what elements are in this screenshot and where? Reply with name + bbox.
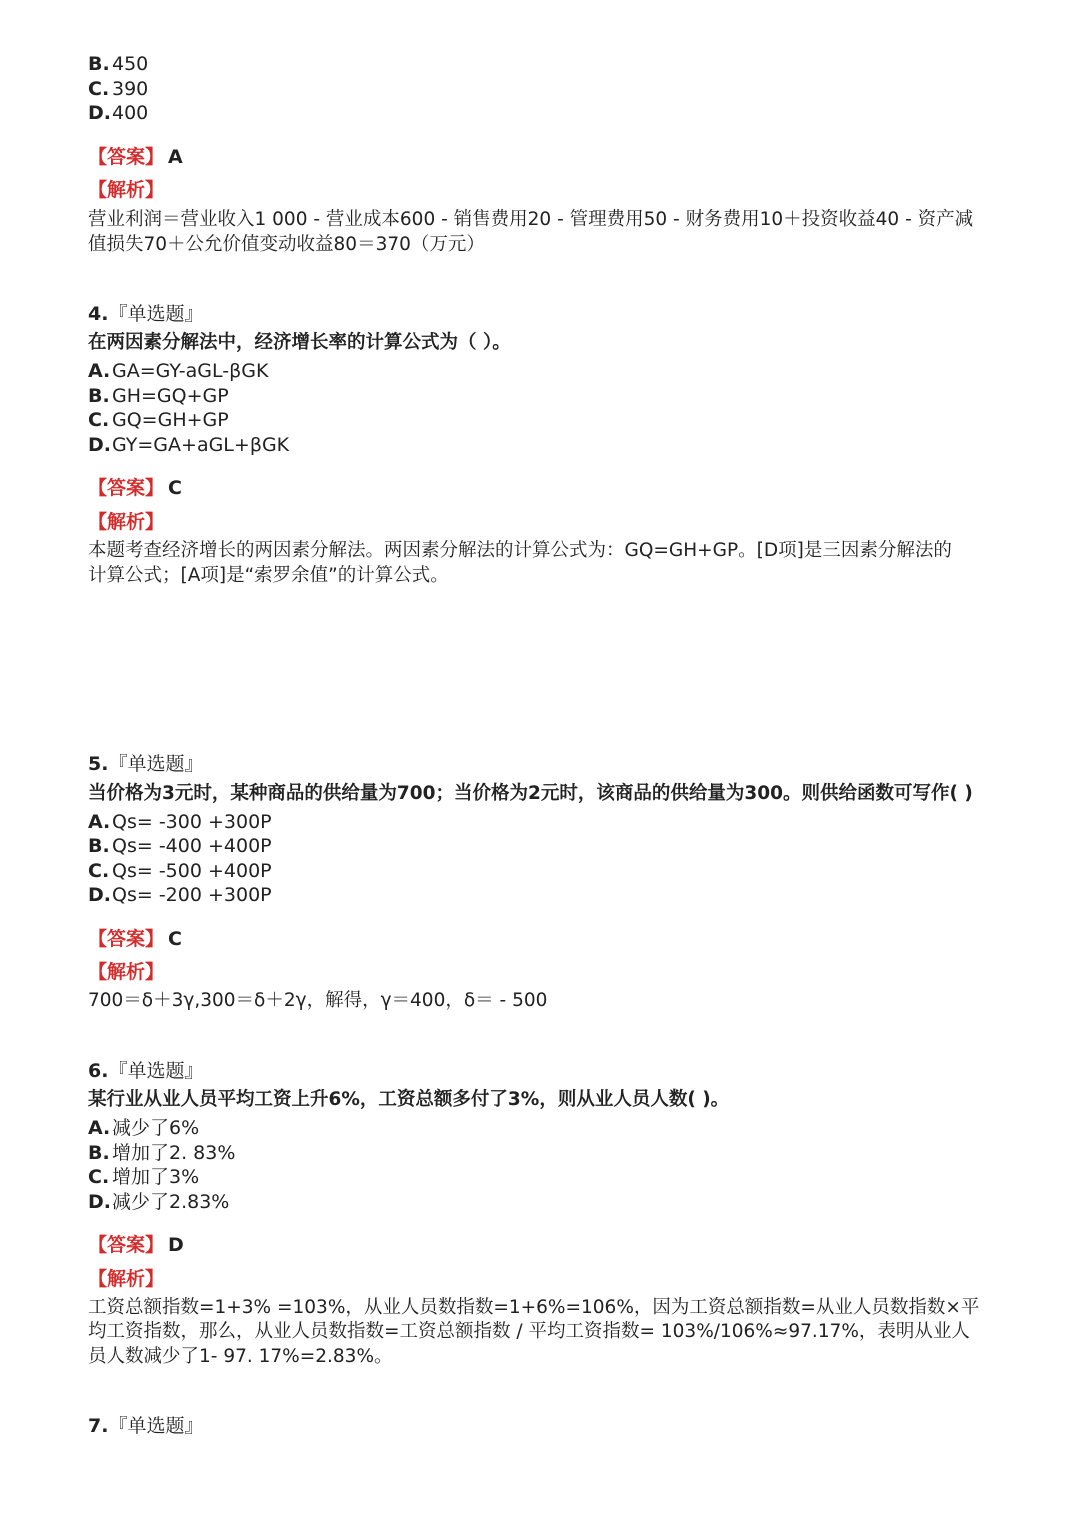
q5-option-d: D.Qs= -200 +300P — [88, 884, 272, 906]
q4-explanation-line-2: 计算公式；[A项]是“索罗余值”的计算公式。 — [88, 565, 449, 586]
q3-option-d: D.400 — [88, 102, 149, 124]
q3-option-b: B. 450 — [88, 53, 149, 75]
q5-analysis-label: 【解析】 — [88, 961, 165, 983]
q4-option-b: B. GH=GQ+GP — [88, 385, 229, 407]
q4-option-c: C. GQ=GH+GP — [88, 409, 229, 431]
q4-option-a: A.GA=GY-aGL-βGK — [88, 360, 269, 382]
q5-heading: 5.『单选题』 — [88, 753, 204, 775]
q3-explanation-line-2: 值损失70＋公允价值变动收益80＝370（万元） — [88, 234, 485, 255]
q5-stem: 当价格为3元时，某种商品的供给量为700；当价格为2元时，该商品的供给量为300。则供给函数可写作( ) — [88, 783, 973, 804]
q6-explanation-line-1: 工资总额指数=1+3% =103%，从业人员数指数=1+6%=106%，因为工资总额指数=从业人员数指数×平 — [88, 1297, 980, 1318]
q4-explanation-line-1: 本题考查经济增长的两因素分解法。两因素分解法的计算公式为：GQ=GH+GP。[D项]是三因素分解法的 — [88, 540, 952, 561]
q4-analysis-label: 【解析】 — [88, 511, 165, 533]
q6-option-a: A.减少了6% — [88, 1117, 200, 1139]
q6-answer: 【答案】 D — [88, 1234, 184, 1256]
q3-option-c: C. 390 — [88, 78, 149, 100]
q4-answer: 【答案】 C — [88, 477, 182, 499]
q5-explanation-line-1: 700＝δ＋3γ,300＝δ＋2γ，解得，γ＝400，δ＝ - 500 — [88, 990, 548, 1011]
q4-option-d: D.GY=GA+aGL+βGK — [88, 434, 290, 456]
q5-option-a: A.Qs= -300 +300P — [88, 811, 272, 833]
q6-explanation-line-2: 均工资指数，那么，从业人员数指数=工资总额指数 / 平均工资指数= 103%/106%≈97.17%，表明从业人 — [88, 1321, 970, 1342]
q6-option-c: C. 增加了3% — [88, 1166, 200, 1188]
q6-option-d: D.减少了2.83% — [88, 1191, 230, 1213]
q4-heading: 4.『单选题』 — [88, 303, 204, 325]
q3-analysis-label: 【解析】 — [88, 179, 165, 201]
q5-option-b: B. Qs= -400 +400P — [88, 835, 272, 857]
q6-explanation-line-3: 员人数减少了1- 97. 17%=2.83%。 — [88, 1346, 393, 1367]
q4-stem: 在两因素分解法中，经济增长率的计算公式为（ ）。 — [88, 332, 511, 353]
q7-heading: 7.『单选题』 — [88, 1415, 204, 1437]
q3-explanation-line-1: 营业利润＝营业收入1 000 - 营业成本600 - 销售费用20 - 管理费用50 - 财务费用10＋投资收益40 - 资产减 — [88, 209, 974, 230]
q6-analysis-label: 【解析】 — [88, 1268, 165, 1290]
q5-answer: 【答案】 C — [88, 928, 182, 950]
q6-stem: 某行业从业人员平均工资上升6%，工资总额多付了3%，则从业人员人数( )。 — [88, 1089, 730, 1110]
q5-option-c: C. Qs= -500 +400P — [88, 860, 272, 882]
q3-answer: 【答案】 A — [88, 146, 183, 168]
q6-heading: 6.『单选题』 — [88, 1060, 204, 1082]
q6-option-b: B. 增加了2. 83% — [88, 1142, 236, 1164]
